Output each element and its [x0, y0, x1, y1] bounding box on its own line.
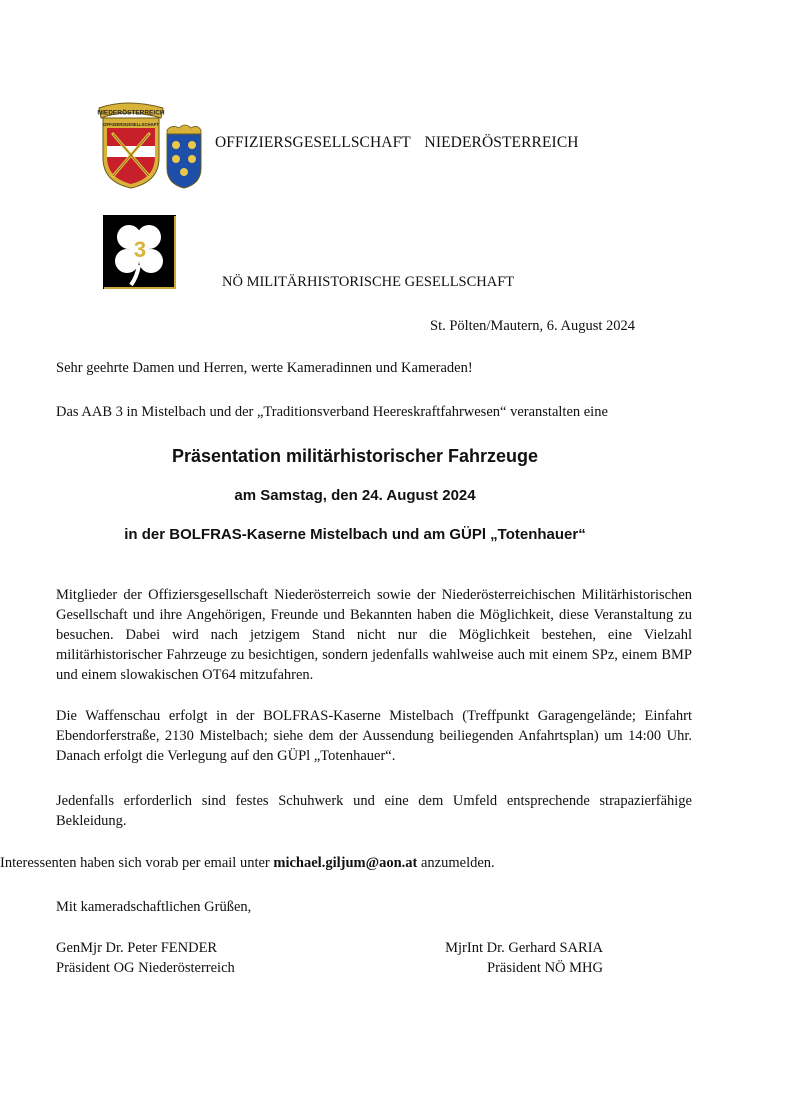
signature-right — [428, 938, 603, 978]
event-headline: Präsentation militärhistorischer Fahrzeuge — [171, 446, 539, 466]
registration-email: michael.giljum@aon.at — [273, 855, 418, 871]
registration-text-end: anzumelden. — [417, 855, 495, 871]
og-logo-subtext: OFFIZIERSGESELLSCHAFT — [103, 122, 159, 127]
signature-right-name: MjrInt Dr. Gerhard SARIA — [445, 940, 603, 956]
signature-left — [56, 938, 235, 978]
greeting: Sehr geehrte Damen und Herren, werte Kameradinnen und Kameraden! — [56, 360, 473, 376]
event-date: am Samstag, den 24. August 2024 — [234, 487, 476, 504]
og-title: OFFIZIERSGESELLSCHAFT NIEDERÖSTERREICH — [215, 134, 579, 151]
og-emblem-logo — [97, 100, 205, 190]
paragraph-registration — [0, 853, 495, 873]
paragraph-equipment: Jedenfalls erforderlich sind festes Schuhwerk und eine dem Umfeld entsprechende strapazierfähige Bekleidung. — [56, 793, 692, 829]
mhg-clover-logo — [103, 215, 176, 289]
paragraph-participants: Mitglieder der Offiziersgesellschaft Niederösterreich sowie der Niederösterreichischen Militärhistorischen Gesellschaft und ihre Angehörigen, Freunde und Bekannten haben die Möglichkeit, diese Veranstaltung zu besuchen. Dabei wird nach jetzigem Stand nicht nur die Möglichkeit bestehen, eine Vielzahl militärhistorischer Fahrzeuge zu besichtigen, sondern jedenfalls wahlweise auch mit einem SPz, einem BMP und einem slowakischen OT64 mitzufahren. — [56, 587, 692, 683]
date-line: St. Pölten/Mautern, 6. August 2024 — [430, 318, 636, 334]
event-location: in der BOLFRAS-Kaserne Mistelbach und am GÜPl „Totenhauer“ — [124, 526, 586, 543]
og-logo-text: NIEDERÖSTERREICH — [97, 109, 165, 117]
registration-text: Interessenten haben sich vorab per email unter — [0, 855, 274, 871]
signature-right-role: Präsident NÖ MHG — [487, 960, 603, 976]
signature-left-name: GenMjr Dr. Peter FENDER — [56, 940, 218, 956]
mhg-logo-number: 3 — [133, 237, 147, 262]
signature-left-role: Präsident OG Niederösterreich — [56, 960, 235, 976]
paragraph-location: Die Waffenschau erfolgt in der BOLFRAS-Kaserne Mistelbach (Treffpunkt Garagengelände; Einfahrt Ebendorferstraße, 2130 Mistelbach; siehe dem der Aussendung beiliegenden Anfahrtsplan) um 14:00 Uhr. Danach erfolgt die Verlegung auf den GÜPl „Totenhauer“. — [56, 708, 692, 764]
mhg-title: NÖ MILITÄRHISTORISCHE GESELLSCHAFT — [222, 274, 515, 290]
closing-line: Mit kameradschaftlichen Grüßen, — [56, 899, 252, 915]
intro-text: Das AAB 3 in Mistelbach und der „Traditionsverband Heereskraftfahrwesen“ veranstalten eine — [56, 404, 608, 420]
